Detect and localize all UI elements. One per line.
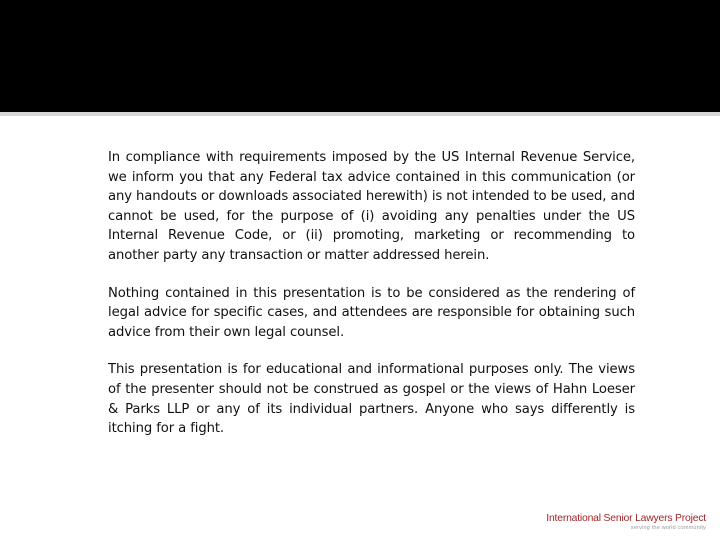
- educational-purpose-paragraph: This presentation is for educational and informational purposes only. The views of the presenter should not be construed as gospel or the views of Hahn Loeser & Parks LLP or any of its individual partners. Anyone who says differently is itching for a fight.: [108, 362, 635, 437]
- logo-title: International Senior Lawyers Project: [546, 513, 706, 524]
- logo-tagline: serving the world community: [630, 525, 706, 531]
- legal-advice-disclaimer-paragraph: Nothing contained in this presentation is to be considered as the rendering of legal advice for specific cases, and attendees are responsible for obtaining such advice from their own legal counsel.: [108, 285, 635, 340]
- header-band: [0, 0, 720, 112]
- disclaimer-text-block: [108, 148, 635, 457]
- header-band-shadow: [0, 112, 720, 116]
- islp-logo: [546, 513, 706, 532]
- irs-circular-230-paragraph: In compliance with requirements imposed by the US Internal Revenue Service, we inform you that any Federal tax advice contained in this communication (or any handouts or downloads associated herewith) is not intended to be used, and cannot be used, for the purpose of (i) avoiding any penalties under the US Internal Revenue Code, or (ii) promoting, marketing or recommending to another party any transaction or matter addressed herein.: [108, 150, 635, 263]
